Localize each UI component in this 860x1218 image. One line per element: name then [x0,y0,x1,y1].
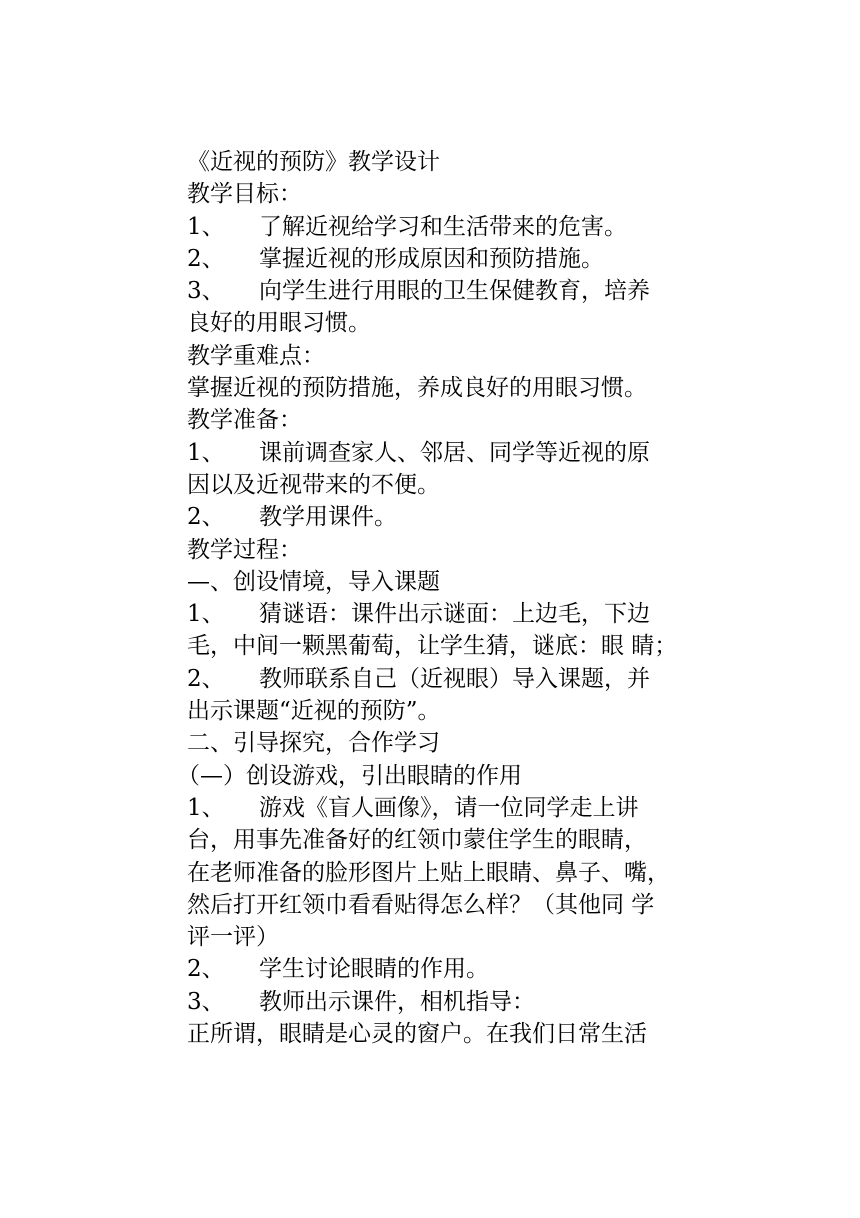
list-text: 学生讨论眼睛的作用。 [259,956,489,983]
list-item [187,243,679,275]
objectives-heading: 教学目标： [187,181,302,208]
list-item [187,598,679,630]
key-points-heading: 教学重难点： [187,342,325,369]
list-item [187,792,679,824]
list-item-continuation: 台，用事先准备好的红领巾蒙住学生的眼睛， [187,827,647,854]
list-text: 教学用课件。 [259,504,397,531]
paragraph-text: 正所谓，眼睛是心灵的窗户。在我们日常生活 [187,1021,647,1048]
list-item-continuation: 良好的用眼习惯。 [187,310,371,337]
list-number: 1、 [187,213,225,240]
list-item [187,501,679,533]
section-heading: —、创设情境，导入课题 [187,568,440,595]
list-text: 教师出示课件，相机指导： [259,988,535,1015]
list-number: 3、 [187,988,225,1015]
list-text: 掌握近视的形成原因和预防措施。 [259,245,604,272]
list-item [187,953,679,985]
list-number: 2、 [187,504,225,531]
list-number: 2、 [187,245,225,272]
list-text: 向学生进行用眼的卫生保健教育，培养 [259,278,650,305]
list-text: 课前调查家人、邻居、同学等近视的原 [259,439,650,466]
list-item-continuation: 评一评） [187,924,279,951]
list-number: 3、 [187,278,225,305]
section-heading: 二、引导探究，合作学习 [187,730,440,757]
document-title: 《近视的预防》教学设计 [187,149,440,175]
list-item-continuation: 出示课题“近视的预防”。 [187,698,441,725]
list-item [187,986,679,1018]
list-item [187,211,679,243]
document-body [177,146,679,1050]
list-number: 2、 [187,956,225,983]
preparation-heading: 教学准备： [187,407,302,434]
list-item-continuation: 然后打开红领巾看看贴得怎么样？（其他同 学 [187,891,655,918]
list-number: 2、 [187,665,225,692]
list-number: 1、 [187,601,225,628]
subsection-heading: （—）创设游戏，引出眼睛的作用 [177,762,522,789]
list-item-continuation: 因以及近视带来的不便。 [187,471,440,498]
list-item [187,437,679,469]
list-number: 1、 [187,794,225,821]
list-item [187,663,679,695]
list-text: 教师联系自己（近视眼）导入课题，并 [259,665,650,692]
list-text: 猜谜语：课件出示谜面：上边毛，下边 [259,601,650,628]
process-heading: 教学过程： [187,536,302,563]
list-item [187,275,679,307]
list-item-continuation: 在老师准备的脸形图片上贴上眼睛、鼻子、嘴， [187,859,670,886]
list-text: 游戏《盲人画像》，请一位同学走上讲 [259,794,639,821]
key-points-text: 掌握近视的预防措施，养成良好的用眼习惯。 [187,375,647,402]
list-item-continuation: 毛，中间一颗黑葡萄，让学生猜，谜底：眼 睛； [187,633,678,660]
list-number: 1、 [187,439,225,466]
list-text: 了解近视给学习和生活带来的危害。 [259,213,627,240]
